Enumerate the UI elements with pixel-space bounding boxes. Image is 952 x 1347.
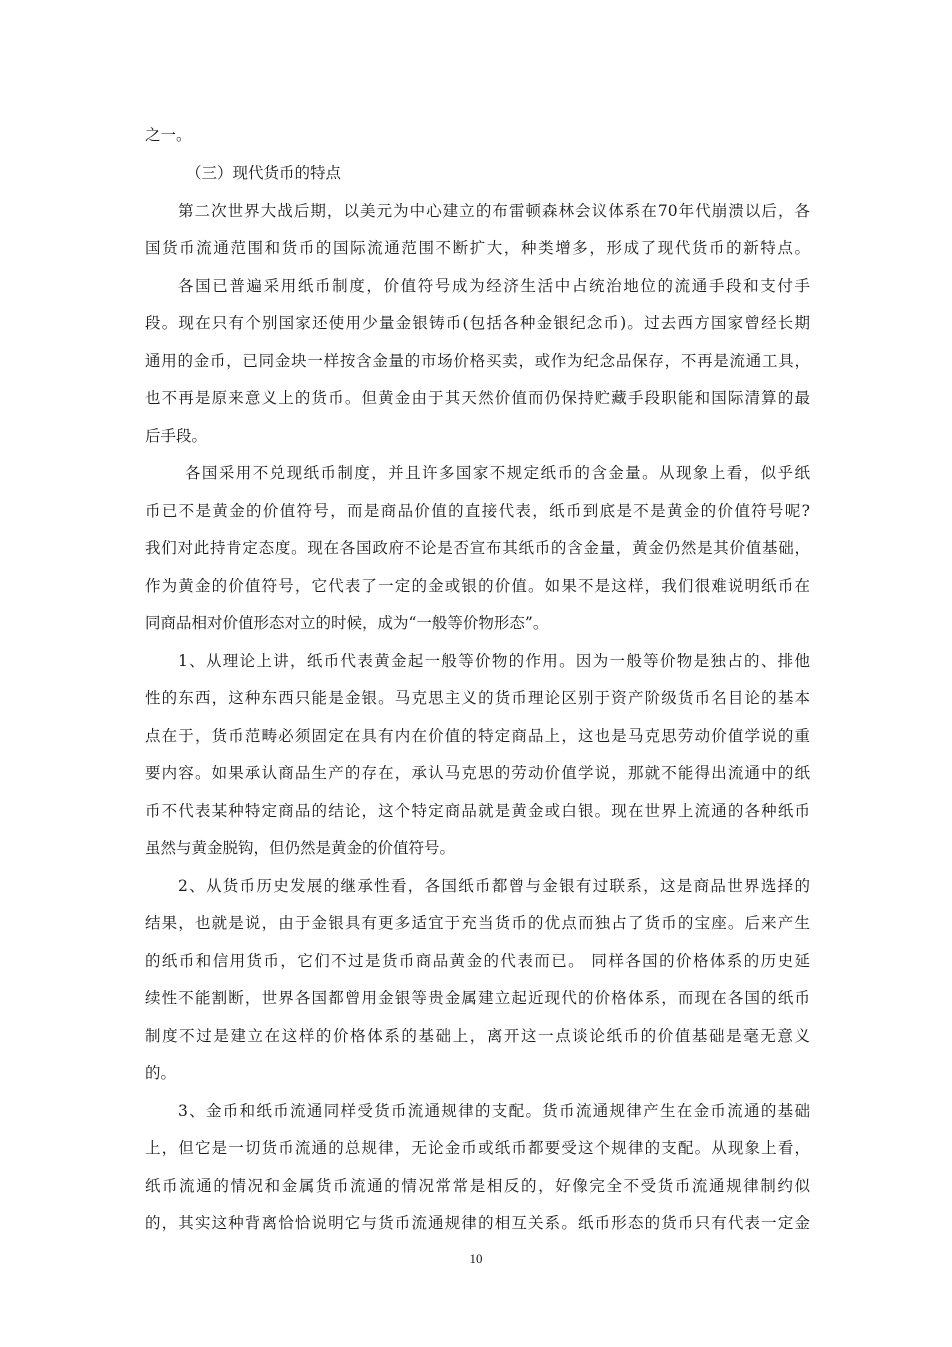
text-line: 上，但它是一切货币流通的总规律，无论金币或纸币都要受这个规律的支配。从现象上看， <box>145 1139 810 1157</box>
text-line: 段。现在只有个别国家还使用少量金银铸币(包括各种金银纪念币)。过去西方国家曾经长期 <box>145 314 810 332</box>
text-line: 3、金币和纸币流通同样受货币流通规律的支配。货币流通规律产生在金币流通的基础 <box>178 1102 810 1120</box>
text-line: 后手段。 <box>145 427 208 445</box>
text-line: 国货币流通范围和货币的国际流通范围不断扩大，种类增多，形成了现代货币的新特点。 <box>145 239 810 257</box>
text-line: 通用的金币，已同金块一样按含金量的市场价格买卖，或作为纪念品保存，不再是流通工具， <box>145 352 810 370</box>
text-line: 点在于，货币范畴必须固定在具有内在价值的特定商品上，这也是马克思劳动价值学说的重 <box>145 727 810 745</box>
text-line: 制度不过是建立在这样的价格体系的基础上，离开这一点谈论纸币的价值基础是毫无意义 <box>145 1027 810 1045</box>
text-line: 币不代表某种特定商品的结论，这个特定商品就是黄金或白银。现在世界上流通的各种纸币 <box>145 802 810 820</box>
text-line: 币已不是黄金的价值符号，而是商品价值的直接代表，纸币到底是不是黄金的价值符号呢? <box>145 502 810 520</box>
text-line: 1、从理论上讲，纸币代表黄金起一般等价物的作用。因为一般等价物是独占的、排他 <box>178 652 810 670</box>
text-line: 各国已普遍采用纸币制度，价值符号成为经济生活中占统治地位的流通手段和支付手 <box>178 277 810 295</box>
text-line: 我们对此持肯定态度。现在各国政府不论是否宣布其纸币的含金量，黄金仍然是其价值基础， <box>145 539 810 557</box>
text-line: 的纸币和信用货币，它们不过是货币商品黄金的代表而已。 同样各国的价格体系的历史延 <box>145 952 810 970</box>
text-line: 也不再是原来意义上的货币。但黄金由于其天然价值而仍保持贮藏手段职能和国际清算的最 <box>145 389 810 407</box>
text-line: 纸币流通的情况和金属货币流通的情况常常是相反的，好像完全不受货币流通规律制约似 <box>145 1177 810 1195</box>
text-line: 同商品相对价值形态对立的时候，成为“一般等价物形态”。 <box>145 614 549 632</box>
text-line: 各国采用不兑现纸币制度，并且许多国家不规定纸币的含金量。从现象上看，似乎纸 <box>185 464 810 482</box>
text-line: 续性不能割断，世界各国都曾用金银等贵金属建立起近现代的价格体系，而现在各国的纸币 <box>145 989 810 1007</box>
text-line: 要内容。如果承认商品生产的存在，承认马克思的劳动价值学说，那就不能得出流通中的纸 <box>145 764 810 782</box>
text-line: 的，其实这种背离恰恰说明它与货币流通规律的相互关系。纸币形态的货币只有代表一定金 <box>145 1214 810 1232</box>
text-line: 作为黄金的价值符号，它代表了一定的金或银的价值。如果不是这样，我们很难说明纸币在 <box>145 577 810 595</box>
text-line: 之一。 <box>145 126 192 144</box>
text-line: 的。 <box>145 1064 177 1082</box>
text-line: 2、从货币历史发展的继承性看，各国纸币都曾与金银有过联系，这是商品世界选择的 <box>178 877 810 895</box>
text-line: 结果，也就是说，由于金银具有更多适宜于充当货币的优点而独占了货币的宝座。后来产生 <box>145 914 810 932</box>
section-heading: （三）现代货币的特点 <box>186 164 342 182</box>
text-line: 第二次世界大战后期，以美元为中心建立的布雷顿森林会议体系在70年代崩溃以后，各 <box>178 202 810 220</box>
text-line: 虽然与黄金脱钩，但仍然是黄金的价值符号。 <box>145 839 456 857</box>
text-line: 性的东西，这种东西只能是金银。马克思主义的货币理论区别于资产阶级货币名目论的基本 <box>145 689 810 707</box>
page-number: 10 <box>469 1251 483 1266</box>
